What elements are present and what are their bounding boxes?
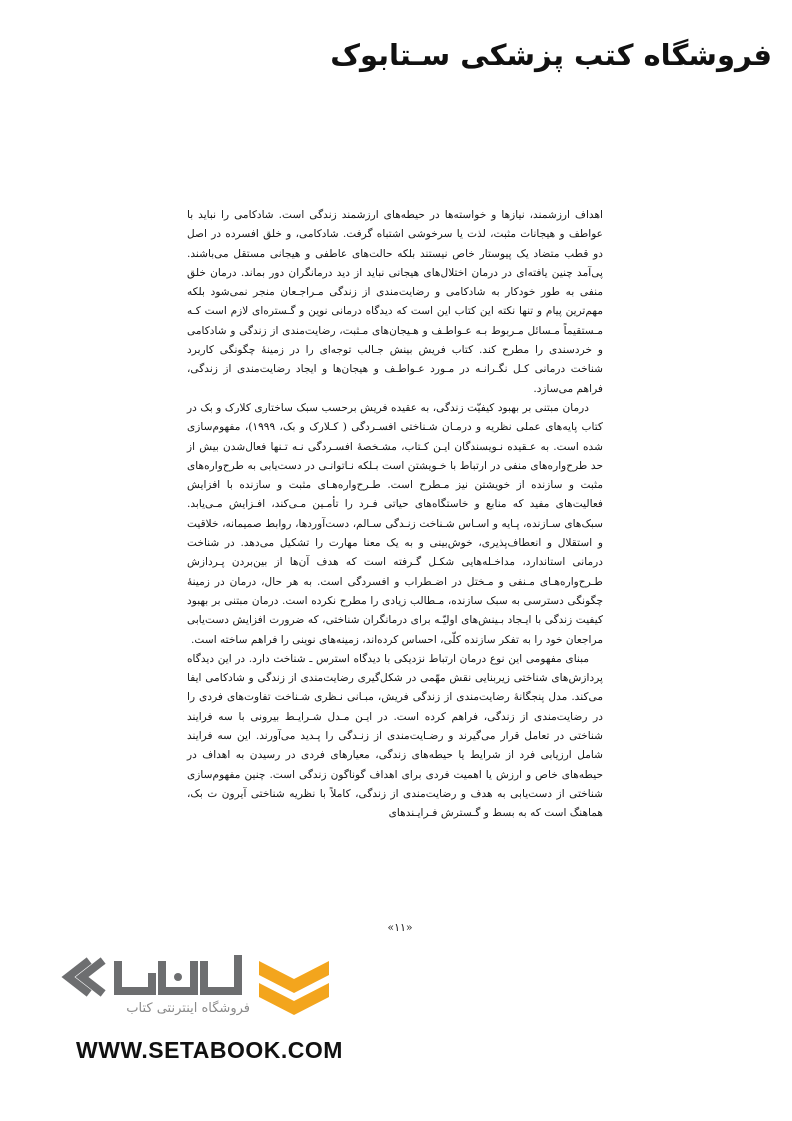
book-text — [187, 206, 603, 824]
paragraph: درمان مبتنی بر بهبود کیفیّت زندگی، به عقیده فریش برحسب سبک ساختاری کلارک و بک در کتاب پایه‌های عملی نظریه و درمـان شـناختی افسـردگی ( کـلارک و بک، ۱۹۹۹)، مفهوم‌سازی شده است. به عـقیده نـویسندگان ایـن کـتاب، مشـخصهٔ افسـردگی نـه تـنها فعال‌شدن بیش از حد طرح‌واره‌های منفی در ارتباط با خـویشتن است بـلکه نـاتوانـی در دست‌یابی به طرح‌واره‌های مثبت و سازنده از خویشتن نیز مـطرح است. طـرح‌واره‌هـای مثبت و سازنده با افزایش فعالیت‌های مفید که منابع و خاستگاه‌های حیاتی فـرد را تأمـین مـی‌کند، افـزایش مـی‌یابد. سبک‌های سـازنده، پـایه و اسـاس شـناخت زنـدگی سـالم، دست‌آوردها، روابط صمیمانه، خلاقیت و استقلال و انعطاف‌پذیری، خوش‌بینی و به یک معنا مهارت را تشکیل می‌دهد. در شناخت درمانی استاندارد، مداخـله‌هایی شکـل گـرفته است که هدف آن‌ها از بین‌بردن پـردازش طـرح‌واره‌هـای مـنفی و مـختل در اضـطراب و افسردگی است. به هر حال، درمان در زمینهٔ چگونگی دسترسی به سبک سازنده، مـطالب زیادی را مطرح نکرده است. درمان مبتنی بر بهبود کیفیت زندگی با ایـجاد بـینش‌های اولیّـه برای درمانگران شناختی، که ضرورت افزایش دست‌یابی مراجعان خود را به تفکر سازنده کلّی، احساس کرده‌اند، زمینه‌های نوینی را فراهم ساخته است. — [187, 401, 603, 646]
page-number: «۱۱» — [387, 921, 413, 934]
setabook-logo[interactable] — [60, 955, 360, 1025]
logo-wordmark-icon — [60, 955, 250, 999]
paragraph: مبنای مفهومی این نوع درمان ارتباط نزدیکی با دیدگاه استرس ـ شناخت دارد. در این دیدگاه پردازش‌های شناختی زیربنایی نقش مهّمی در شکل‌گیری رضایت‌مندی از زندگی و شادکامی ایفا می‌کند. مدل پنجگانهٔ رضایت‌مندی از زندگی فریش، مبـانی نـظری شـناخت تفاوت‌های فردی را در رضایت‌مندی از زندگی، فراهم کرده است. در ایـن مـدل شـرایـط بیرونی با سه فرایند شناختی در تعامل قرار می‌گیرند و رضـایت‌مندی از زنـدگی را پـدید می‌آورند. این سه فرایند شامل ارزیابی فرد از شرایط یا حیطه‌های زندگی، معیارهای فردی در رسیدن به اهداف در حیطه‌های خاص و ارزش یا اهمیت فردی برای اهداف گوناگون زندگی است. چنین مفهوم‌سازی شناختی از دست‌یابی به هدف و رضایت‌مندی از زندگی، کاملاً با نظریه شناختی آیرون ت بک، هماهنگ است که به بسط و گـسترش فـرایـندهای — [187, 652, 603, 820]
paragraph: اهداف ارزشمند، نیازها و خواسته‌ها در حیطه‌های ارزشمند زندگی است. شادکامی را نباید با عواطف و هیجانات مثبت، لذت یا سرخوشی اشتباه گرفت. شادکامی، و خلق افسرده در اصل دو قطب متضاد یک پیوستار خاص نیستند بلکه حالت‌های عاطفی و هیجانی مستقل می‌باشند. پی‌آمد چنین یافته‌ای در درمان اختلال‌های هیجانی نباید از دید درمانگران دور بماند. درمان خلق منفی به طور خودکار به شادکامی و رضایت‌مندی از زندگی مـراجـعان منجر نمی‌شود بلکه مهم‌ترین پیام و تنها نکته این کتاب این است که دیدگاه درمانی نوین و گـستره‌ای لازم است کـه مـستقیماً مـسائل مـربوط بـه عـواطـف و هـیجان‌های مـثبت، رضایت‌مندی از زندگی و شادکامی و خردسندی را مطرح کند. کتاب فریش بینش جـالب توجه‌ای را در زمینهٔ چگونگی کاربرد شناخت درمانی کـل نگـرانـه در مـورد عـواطـف و هیجان‌ها و ایجاد رضایت‌مندی از زندگی، فراهم می‌سازد. — [187, 209, 603, 395]
logo-subtitle: فروشگاه اینترنتی کتاب — [126, 1001, 250, 1016]
site-url-link[interactable]: WWW.SETABOOK.COM — [76, 1037, 343, 1063]
store-title: فروشگاه کتب پزشکی سـتابوک — [330, 38, 772, 72]
chevron-logo-icon — [255, 955, 333, 1021]
